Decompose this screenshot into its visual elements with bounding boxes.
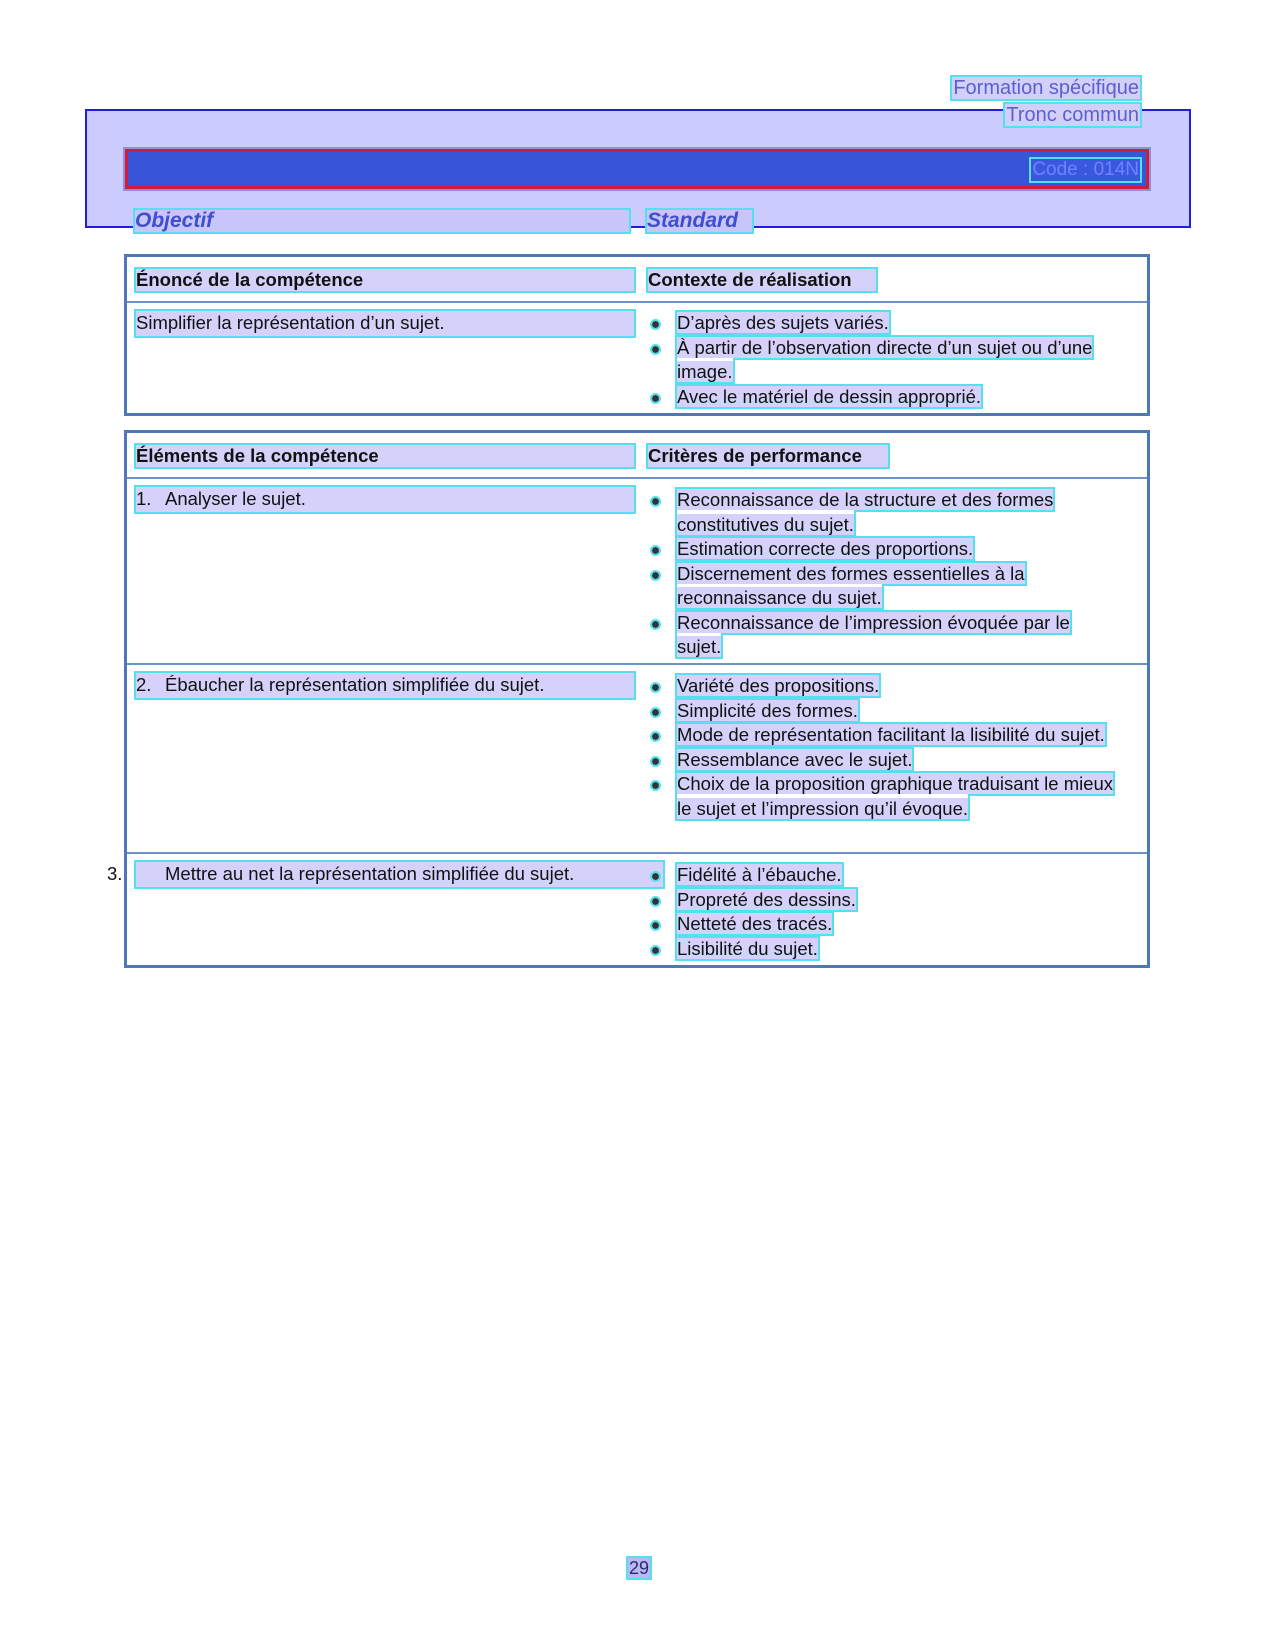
elements-column-header: Éléments de la compétence: [136, 445, 634, 467]
context-item: Avec le matériel de dessin approprié.: [648, 385, 1118, 410]
element-text: 2. Ébaucher la représentation simplifiée du sujet.: [136, 673, 634, 698]
criteria-list: [648, 674, 1118, 821]
bullet-icon: [652, 873, 659, 880]
bullet-icon: [652, 346, 659, 353]
element-row-1: [127, 479, 1147, 665]
code-bar: [125, 149, 1149, 189]
page-number: 29: [629, 1558, 650, 1578]
elements-table-header: [127, 433, 1147, 479]
criteria-item: Lisibilité du sujet.: [648, 937, 1118, 962]
context-column-header: Contexte de réalisation: [648, 269, 876, 291]
competence-table: [124, 254, 1150, 416]
element-row-2: [127, 665, 1147, 854]
criteria-item: Discernement des formes essentielles à la reconnaissance du sujet.: [648, 562, 1118, 611]
objectif-heading: Objectif: [135, 210, 629, 232]
context-item: D’après des sujets variés.: [648, 311, 1118, 336]
statement-column-header: Énoncé de la compétence: [136, 269, 634, 291]
criteria-item: Reconnaissance de l’impression évoquée par le sujet.: [648, 611, 1118, 660]
criteria-item: Propreté des dessins.: [648, 888, 1118, 913]
element-row-3: [107, 854, 1147, 967]
bullet-icon: [652, 321, 659, 328]
element-text: 1. Analyser le sujet.: [136, 487, 634, 512]
criteria-item: Netteté des tracés.: [648, 912, 1118, 937]
criteria-item: Ressemblance avec le sujet.: [648, 748, 1118, 773]
competence-table-header: [127, 257, 1147, 303]
context-list: [648, 311, 1118, 409]
criteria-list: [648, 488, 1118, 660]
track-label: Tronc commun: [1006, 104, 1139, 126]
context-item: À partir de l’observation directe d’un sujet ou d’une image.: [648, 336, 1118, 385]
element-text: 3. Mettre au net la représentation simplifiée du sujet.: [136, 862, 663, 887]
bullet-icon: [652, 947, 659, 954]
criteria-item: Variété des propositions.: [648, 674, 1118, 699]
bullet-icon: [652, 898, 659, 905]
criteria-list: [648, 863, 1118, 961]
standard-heading: Standard: [647, 210, 752, 232]
bullet-icon: [652, 782, 659, 789]
program-label: Formation spécifique: [953, 77, 1139, 99]
bullet-icon: [652, 922, 659, 929]
competence-row: [127, 303, 1147, 411]
bullet-icon: [652, 758, 659, 765]
criteria-column-header: Critères de performance: [648, 445, 888, 467]
criteria-item: Simplicité des formes.: [648, 699, 1118, 724]
competence-statement: Simplifier la représentation d’un sujet.: [136, 311, 634, 336]
criteria-item: Reconnaissance de la structure et des formes constitutives du sujet.: [648, 488, 1118, 537]
bullet-icon: [652, 547, 659, 554]
criteria-item: Estimation correcte des proportions.: [648, 537, 1118, 562]
bullet-icon: [652, 684, 659, 691]
bullet-icon: [652, 709, 659, 716]
competency-code: Code : 014N: [1032, 159, 1139, 180]
bullet-icon: [652, 572, 659, 579]
bullet-icon: [652, 395, 659, 402]
criteria-item: Mode de représentation facilitant la lisibilité du sujet.: [648, 723, 1118, 748]
bullet-icon: [652, 621, 659, 628]
bullet-icon: [652, 498, 659, 505]
criteria-item: Choix de la proposition graphique traduisant le mieux le sujet et l’impression qu’il évoque.: [648, 772, 1118, 821]
bullet-icon: [652, 733, 659, 740]
elements-table: [107, 430, 1150, 968]
criteria-item: Fidélité à l’ébauche.: [648, 863, 1118, 888]
